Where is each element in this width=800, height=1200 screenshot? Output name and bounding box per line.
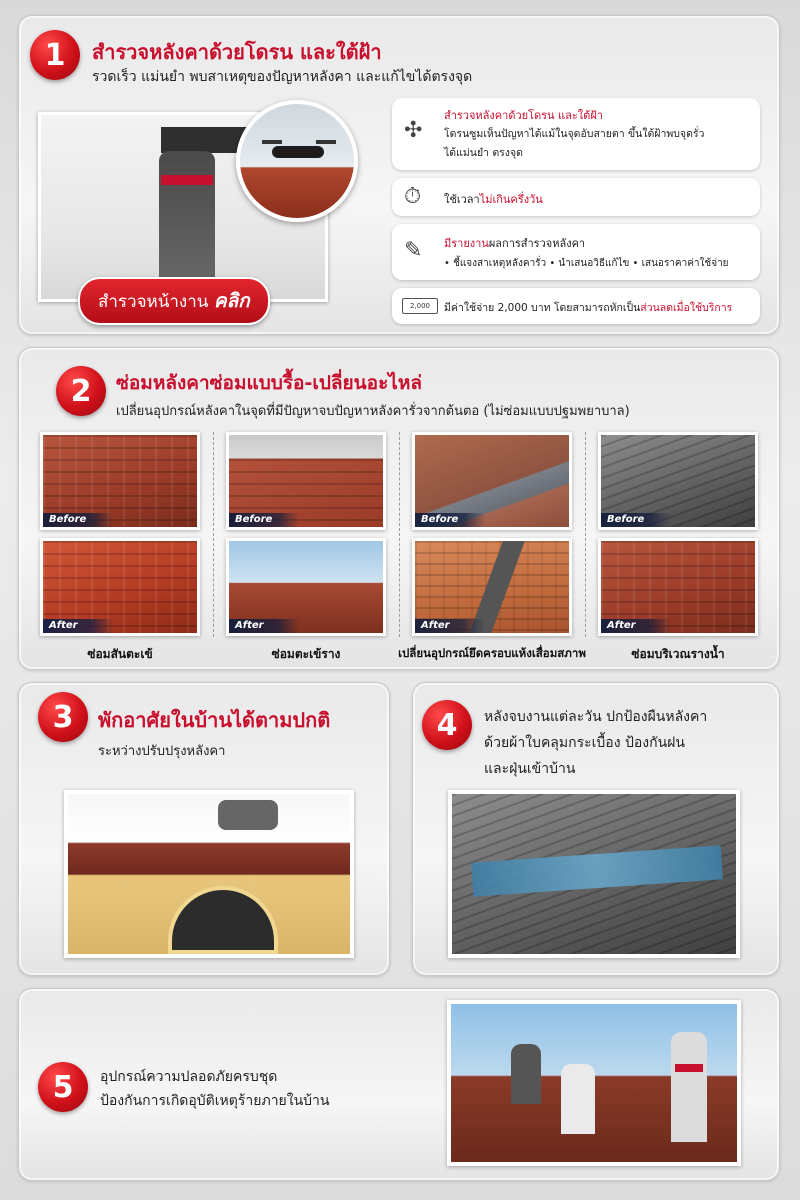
banknote-icon <box>402 298 438 314</box>
caption-gutter: ซ่อมบริเวณรางน้ำ <box>631 647 725 661</box>
drone-rotor <box>316 140 336 144</box>
section-2-subtitle: เปลี่ยนอุปกรณ์หลังคาในจุดที่มีปัญหาจบปัญหาหลังคารั่วจากต้นตอ (ไม่ซ่อมแบบปฐมพยาบาล) <box>116 404 630 419</box>
survey-click-button[interactable] <box>78 277 270 325</box>
report-icon: ✎ <box>404 238 423 263</box>
tarp-covered-roof-photo <box>448 790 740 958</box>
after-photo-3 <box>412 538 572 636</box>
divider <box>213 432 214 637</box>
after-photo-1 <box>40 538 200 636</box>
safety-harness <box>675 1064 703 1072</box>
before-tag: Before <box>415 513 485 527</box>
arched-doorway <box>168 886 278 954</box>
stopwatch-icon: ⏱ <box>404 184 422 209</box>
section-2-number-badge: 2 <box>56 366 106 416</box>
feature-time-emph: ไม่เกินครึ่งวัน <box>479 193 543 206</box>
drone-body <box>272 146 324 158</box>
house-photo <box>64 790 354 958</box>
feature-cost <box>392 288 760 324</box>
section-3-subtitle: ระหว่างปรับปรุงหลังคา <box>98 744 226 759</box>
safety-equipment-photo <box>447 1000 741 1166</box>
before-tag: Before <box>229 513 299 527</box>
worker-figure <box>671 1032 707 1142</box>
section-4-number-badge: 4 <box>422 700 472 750</box>
feature-drone-heading: สำรวจหลังคาด้วยโดรน และใต้ฝ้า <box>444 109 603 122</box>
caption-ridge: ซ่อมสันตะเข้ <box>87 647 153 661</box>
after-photo-2 <box>226 538 386 636</box>
drone-icon: ✣ <box>404 118 423 143</box>
feature-cost-emph: ส่วนลดเมื่อใช้บริการ <box>640 302 733 314</box>
before-photo-3 <box>412 432 572 530</box>
caption-dry-ridge: เปลี่ยนอุปกรณ์ยึดครอบแห้งเสื่อมสภาพ <box>398 646 586 660</box>
after-photo-4 <box>598 538 758 636</box>
worker-figure <box>561 1064 595 1134</box>
section-3-title: พักอาศัยในบ้านได้ตามปกติ <box>98 708 331 732</box>
after-tag: After <box>229 619 299 633</box>
safety-harness <box>161 175 213 185</box>
after-tag: After <box>43 619 113 633</box>
feature-report-heading <box>444 234 585 252</box>
section-1-subtitle: รวดเร็ว แม่นยำ พบสาเหตุของปัญหาหลังคา และแก้ไขได้ตรงจุด <box>92 69 473 85</box>
feature-time-text <box>444 190 543 208</box>
section-5-number-badge: 5 <box>38 1062 88 1112</box>
section-2-title: ซ่อมหลังคาซ่อมแบบรื้อ-เปลี่ยนอะไหล่ <box>116 372 423 394</box>
before-photo-2 <box>226 432 386 530</box>
section-4-line3: และฝุ่นเข้าบ้าน <box>484 761 576 777</box>
drone-photo <box>236 100 358 222</box>
caption-valley: ซ่อมตะเข้ราง <box>271 647 341 661</box>
drone-rotor <box>262 140 282 144</box>
after-tag: After <box>601 619 671 633</box>
divider <box>585 432 586 637</box>
blue-tarp <box>471 845 723 896</box>
before-photo-1 <box>40 432 200 530</box>
section-1-number-badge: 1 <box>30 30 80 80</box>
survey-click-emph: คลิก <box>213 290 250 312</box>
feature-cost-prefix: มีค่าใช้จ่าย 2,000 บาท โดยสามารถหักเป็น <box>444 302 641 314</box>
feature-drone-line1: โดรนซูมเห็นปัญหาได้แม้ในจุดอับสายตา ขึ้นใต้ฝ้าพบจุดรั่ว <box>444 128 705 140</box>
before-tag: Before <box>43 513 113 527</box>
feature-report-rest: ผลการสำรวจหลังคา <box>488 237 586 250</box>
feature-report-bullets: • ชี้แจงสาเหตุหลังคารั่ว • นำเสนอวิธีแก้ไข • เสนอราคาค่าใช้จ่าย <box>444 258 729 269</box>
workers-on-roof <box>218 800 278 830</box>
before-tag: Before <box>601 513 671 527</box>
feature-drone-line2: ได้แม่นยำ ตรงจุด <box>444 147 523 159</box>
feature-drone <box>392 98 760 170</box>
feature-time-prefix: ใช้เวลา <box>444 193 480 206</box>
banknote-label: 2,000 <box>409 302 431 310</box>
section-1-title: สำรวจหลังคาด้วยโดรน และใต้ฝ้า <box>92 40 382 64</box>
divider <box>399 432 400 637</box>
section-4-line2: ด้วยผ้าใบคลุมกระเบื้อง ป้องกันฝน <box>484 735 685 751</box>
survey-click-label: สำรวจหน้างาน <box>98 292 214 312</box>
feature-time <box>392 178 760 216</box>
feature-report <box>392 224 760 280</box>
section-4-line1: หลังจบงานแต่ละวัน ปกป้องผืนหลังคา <box>484 709 708 725</box>
section-3-number-badge: 3 <box>38 692 88 742</box>
worker-figure <box>511 1044 541 1104</box>
section-5-line2: ป้องกันการเกิดอุบัติเหตุร้ายภายในบ้าน <box>100 1093 330 1109</box>
before-photo-4 <box>598 432 758 530</box>
after-tag: After <box>415 619 485 633</box>
feature-report-emph: มีรายงาน <box>444 237 489 250</box>
feature-cost-text <box>444 299 732 316</box>
section-5-line1: อุปกรณ์ความปลอดภัยครบชุด <box>100 1069 278 1085</box>
